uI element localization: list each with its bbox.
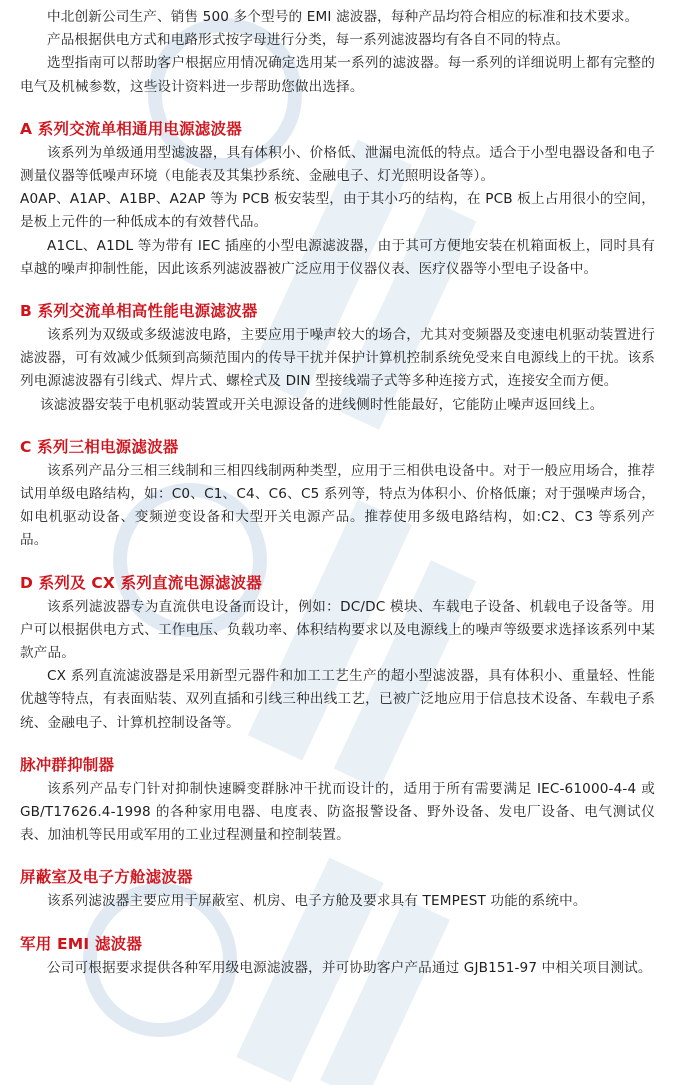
section-c-paragraph-1: 该系列产品分三相三线制和三相四线制两种类型，应用于三相供电设备中。对于一般应用场合，推荐试用单级电路结构，如：C0、C1、C4、C6、C5 系列等，特点为体积小、价格低廉；对于强噪声场合，如电机驱动设备、变频逆变设备和大型开关电源产品。推荐使用多级电路结构，如:C2、C3 等系列产品。 xyxy=(20,462,655,549)
intro-paragraph-3: 选型指南可以帮助客户根据应用情况确定选用某一系列的滤波器。每一系列的详细说明上都有完整的电气及机械参数，这些设计资料进一步帮助您做出选择。 xyxy=(20,55,655,95)
section-c-title: C 系列三相电源滤波器 xyxy=(20,437,179,456)
section-a-paragraph-1: 该系列为单级通用型滤波器，具有体积小、价格低、泄漏电流低的特点。适合于小型电器设备和电子测量仪器等低噪声环境（电能表及其集抄系统、金融电子、灯光照明设备等）。 xyxy=(20,144,655,185)
section-b xyxy=(20,300,655,417)
section-d-paragraph-1: 该系列滤波器专为直流供电设备而设计，例如：DC/DC 模块、车载电子设备、机载电子设备等。用户可以根据供电方式、工作电压、负载功率、体积结构要求以及电源线上的噪声等级要求选择该系列中某款产品。 xyxy=(20,598,655,662)
section-a-paragraph-2: A0AP、A1AP、A1BP、A2AP 等为 PCB 板安装型，由于其小巧的结构，在 PCB 板上占用很小的空间，是板上元件的一种低成本的有效替代品。 xyxy=(20,191,655,231)
section-d-paragraph-2: CX 系列直流滤波器是采用新型元器件和加工工艺生产的超小型滤波器，具有体积小、重量轻、性能优越等特点，有表面贴装、双列直插和引线三种出线工艺，已被广泛地应用于信息技术设备、车载电子系统、金融电子、计算机控制设备等。 xyxy=(20,668,655,731)
section-shield-room xyxy=(20,866,655,913)
section-military-title: 军用 EMI 滤波器 xyxy=(20,934,143,953)
section-a xyxy=(20,118,655,281)
section-c xyxy=(20,436,655,553)
section-pulse-paragraph-1: 该系列产品专门针对抑制快速瞬变群脉冲干扰而设计的，适用于所有需要满足 IEC-61000-4-4 或 GB/T17626.4-1998 的各种家用电器、电度表、防盗报警设备、野外设备、发电厂设备、电气测试仪表、加油机等民用或军用的工业过程测量和控制装置。 xyxy=(20,780,655,844)
section-d-title: D 系列及 CX 系列直流电源滤波器 xyxy=(20,573,262,592)
section-a-title: A 系列交流单相通用电源滤波器 xyxy=(20,119,242,138)
intro-paragraph-1: 中北创新公司生产、销售 500 多个型号的 EMI 滤波器，每种产品均符合相应的标准和技术要求。 xyxy=(47,9,639,25)
section-b-paragraph-1: 该系列为双级或多级滤波电路，主要应用于噪声较大的场合，尤其对变频器及变速电机驱动装置进行滤波器，可有效减少低频到高频范围内的传导干扰并保护计算机控制系统免受来自电源线上的干扰。该系列电源滤波器有引线式、焊片式、螺栓式及 DIN 型接线端子式等多种连接方式，连接安全而方便。 xyxy=(20,327,655,390)
section-pulse-suppressor xyxy=(20,754,655,848)
section-shield-title: 屏蔽室及电子方舱滤波器 xyxy=(20,868,193,887)
intro-paragraph-2: 产品根据供电方式和电路形式按字母进行分类，每一系列滤波器均有各自不同的特点。 xyxy=(47,32,570,49)
intro-section xyxy=(20,6,655,99)
section-b-paragraph-2: 该滤波器安装于电机驱动装置或开关电源设备的进线侧时性能最好，它能防止噪声返回线上。 xyxy=(40,396,604,413)
section-b-title: B 系列交流单相高性能电源滤波器 xyxy=(20,302,258,321)
section-military xyxy=(20,933,655,980)
section-shield-paragraph-1: 该系列滤波器主要应用于屏蔽室、机房、电子方舱及要求具有 TEMPEST 功能的系统中。 xyxy=(47,893,587,910)
section-d xyxy=(20,572,655,735)
section-a-paragraph-3: A1CL、A1DL 等为带有 IEC 插座的小型电源滤波器，由于其可方便地安装在机箱面板上，同时具有卓越的噪声抑制性能，因此该系列滤波器被广泛应用于仪器仪表、医疗仪器等小型电子设备中。 xyxy=(20,237,655,277)
section-military-paragraph-1: 公司可根据要求提供各种军用级电源滤波器，并可协助客户产品通过 GJB151-97 中相关项目测试。 xyxy=(47,959,652,976)
section-pulse-title: 脉冲群抑制器 xyxy=(20,755,115,774)
